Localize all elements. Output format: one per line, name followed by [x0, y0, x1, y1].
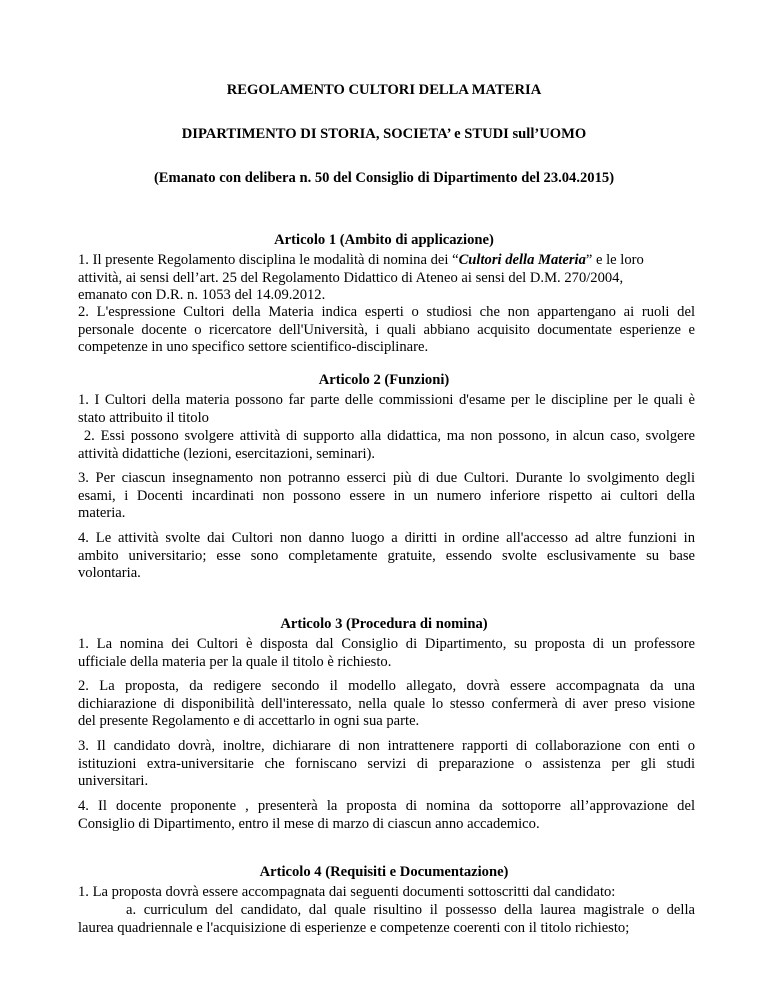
article-4-title: Articolo 4 (Requisiti e Documentazione): [259, 864, 509, 880]
text-line: [78, 252, 695, 270]
text-line: 3. Il candidato dovrà, inoltre, dichiarare di non intrattenere rapporti di collaborazione con enti o: [78, 738, 695, 754]
article-3-title: Articolo 3 (Procedura di nomina): [280, 616, 488, 632]
text-line: competenze in uno specifico settore scientifico-disciplinare.: [78, 339, 429, 356]
text-line: ambito universitario; esse sono completamente gratuite, essendo svolte esclusivamente su base: [78, 547, 695, 564]
text-line: stato attribuito il titolo: [78, 409, 209, 426]
article-3-paragraph-3: [78, 738, 695, 791]
text-line: attività didattiche (lezioni, esercitazioni, seminari).: [78, 445, 376, 462]
text-run: ” e le loro: [585, 252, 644, 268]
article-4-paragraph-1: [78, 884, 695, 902]
text-line: 4. Le attività svolte dai Cultori non danno luogo a diritti in ordine all'accesso ad altre funzioni in: [78, 530, 695, 546]
article-2-title: Articolo 2 (Funzioni): [318, 372, 450, 388]
text-line: Consiglio di Dipartimento, entro il mese di marzo di ciascun anno accademico.: [78, 815, 540, 832]
text-line: attività, ai sensi dell’art. 25 del Regolamento Didattico di Ateneo ai sensi del D.M. 270/2004,: [78, 269, 624, 286]
article-1-paragraph-2: [78, 304, 695, 357]
article-1-paragraph-1: [78, 252, 695, 305]
text-line: 4. Il docente proponente , presenterà la proposta di nomina da sottoporre all’approvazione del: [78, 798, 695, 814]
article-1-title: Articolo 1 (Ambito di applicazione): [274, 232, 494, 248]
article-3-paragraph-2: [78, 678, 695, 731]
issue-note: (Emanato con delibera n. 50 del Consiglio di Dipartimento del 23.04.2015): [153, 170, 615, 186]
text-line: personale docente o ricercatore dell'Università, i quali abbiano acquisito documentate esperienze e: [78, 321, 695, 338]
text-line: istituzioni extra-universitarie che forniscano servizi di preparazione o assistenza per gli studi: [78, 755, 695, 772]
text-line: 2. La proposta, da redigere secondo il modello allegato, dovrà essere accompagnata da una: [78, 678, 695, 694]
article-2-paragraph-4: [78, 530, 695, 583]
department-heading: DIPARTIMENTO DI STORIA, SOCIETA’ e STUDI sull’UOMO: [181, 126, 587, 142]
text-line: esami, i Docenti incardinati non possono essere in un numero inferiore rispetto ai cultori della: [78, 487, 695, 504]
article-2-paragraph-3: [78, 470, 695, 523]
text-line: a. curriculum del candidato, dal quale risultino il possesso della laurea magistrale o della: [126, 902, 695, 918]
article-3-paragraph-1: [78, 636, 695, 671]
article-2-paragraph-1: [78, 392, 695, 427]
text-line: ufficiale della materia per la quale il titolo è richiesto.: [78, 653, 392, 670]
text-line: 1. La nomina dei Cultori è disposta dal Consiglio di Dipartimento, su proposta di un professore: [78, 636, 695, 652]
text-line: emanato con D.R. n. 1053 del 14.09.2012.: [78, 287, 326, 304]
text-line: 1. I Cultori della materia possono far parte delle commissioni d'esame per le discipline per le quali è: [78, 392, 695, 408]
text-run: 1. Il presente Regolamento disciplina le modalità di nomina dei “: [78, 252, 459, 268]
text-line: 2. Essi possono svolgere attività di supporto alla didattica, ma non possono, in alcun caso, svolgere: [78, 428, 695, 444]
text-line: 2. L'espressione Cultori della Materia indica esperti o studiosi che non appartengano ai ruoli del: [78, 304, 695, 320]
text-line: 3. Per ciascun insegnamento non potranno esserci più di due Cultori. Durante lo svolgimento degli: [78, 470, 695, 486]
emphasis-text: Cultori della Materia: [458, 252, 586, 268]
article-4-item-a: [78, 902, 695, 937]
text-line: laurea quadriennale e l'acquisizione di esperienze e competenze coerenti con il titolo richiesto;: [78, 919, 630, 936]
text-line: volontaria.: [78, 565, 141, 582]
text-line: materia.: [78, 505, 126, 522]
text-line: dichiarazione di disponibilità dell'interessato, nella quale lo stesso confermerà di aver preso visione: [78, 695, 695, 712]
text-line: universitari.: [78, 773, 149, 790]
text-line: 1. La proposta dovrà essere accompagnata dai seguenti documenti sottoscritti dal candidato:: [78, 884, 616, 900]
document-title: REGOLAMENTO CULTORI DELLA MATERIA: [226, 82, 542, 98]
article-3-paragraph-4: [78, 798, 695, 833]
article-2-paragraph-2: [78, 428, 695, 463]
text-line: del presente Regolamento e di accettarlo in ogni sua parte.: [78, 713, 420, 730]
